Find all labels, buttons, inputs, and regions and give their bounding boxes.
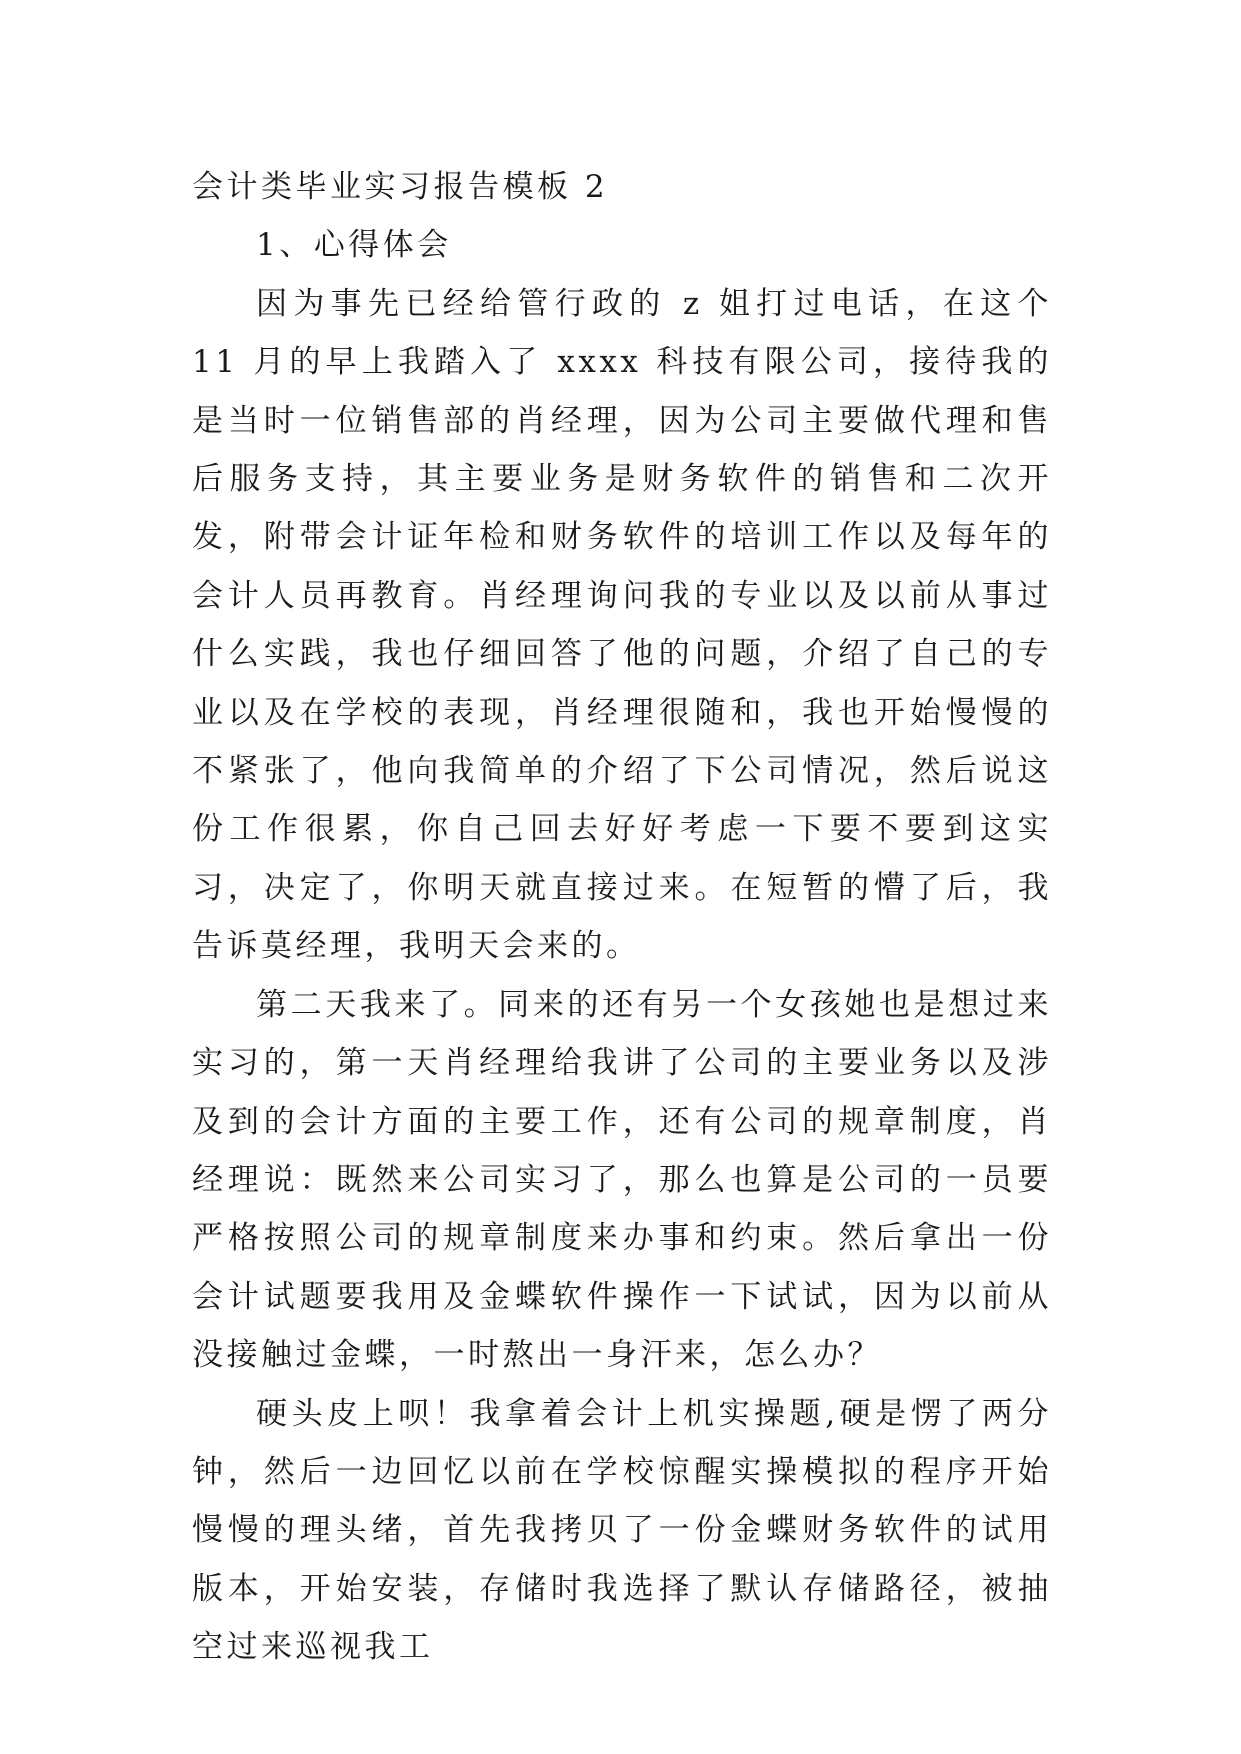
- document-title: 会计类毕业实习报告模板 2: [192, 169, 609, 205]
- paragraph-3: 硬头皮上呗！我拿着会计上机实操题,硬是愣了两分钟，然后一边回忆以前在学校惊醒实操模拟的程序开始慢慢的理头绪，首先我拷贝了一份金蝶财务软件的试用版本，开始安装，存储时我选择了默认存储路径，被抽空过来巡视我工: [192, 1395, 1052, 1666]
- paragraph-1: 因为事先已经给管行政的 z 姐打过电话，在这个 11 月的早上我踏入了 xxxx 科技有限公司，接待我的是当时一位销售部的肖经理，因为公司主要做代理和售后服务支持，其主要业务是财务软件的销售和二次开发，附带会计证年检和财务软件的培训工作以及每年的会计人员再教育。肖经理询问我的专业以及以前从事过什么实践，我也仔细回答了他的问题，介绍了自己的专业以及在学校的表现，肖经理很随和，我也开始慢慢的不紧张了，他向我简单的介绍了下公司情况，然后说这份工作很累，你自己回去好好考虑一下要不要到这实习，决定了，你明天就直接过来。在短暂的懵了后，我告诉莫经理，我明天会来的。: [192, 285, 1052, 965]
- document-page: [192, 158, 1052, 1677]
- paragraph-2: 第二天我来了。同来的还有另一个女孩她也是想过来实习的，第一天肖经理给我讲了公司的主要业务以及涉及到的会计方面的主要工作，还有公司的规章制度，肖经理说：既然来公司实习了，那么也算是公司的一员要严格按照公司的规章制度来办事和约束。然后拿出一份会计试题要我用及金蝶软件操作一下试试，因为以前从没接触过金蝶，一时熬出一身汗来，怎么办？: [192, 986, 1052, 1374]
- section-heading: 1、心得体会: [256, 227, 452, 264]
